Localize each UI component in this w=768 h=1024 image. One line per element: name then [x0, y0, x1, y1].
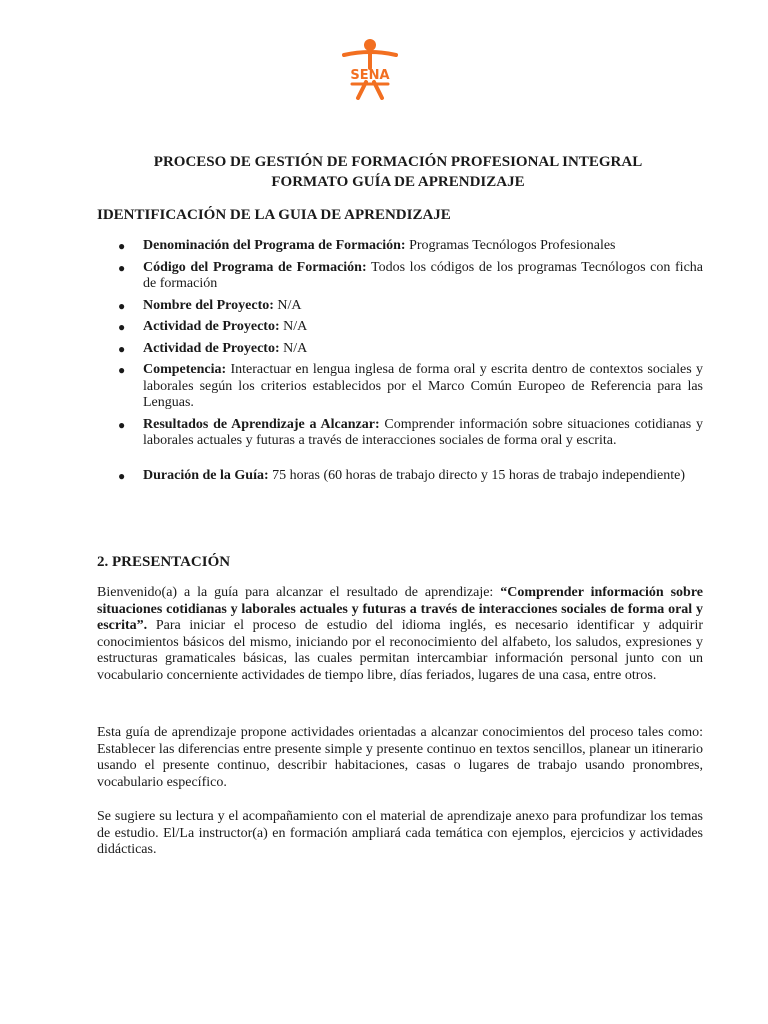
title-line-1: PROCESO DE GESTIÓN DE FORMACIÓN PROFESIONAL INTEGRAL — [153, 154, 643, 170]
item-label: Actividad de Proyecto: — [143, 319, 280, 334]
item-label: Competencia: — [143, 362, 227, 377]
bullet-icon: ● — [118, 298, 126, 313]
item-label: Denominación del Programa de Formación: — [143, 238, 406, 253]
presentation-paragraph-2: Esta guía de aprendizaje propone actividades orientadas a alcanzar conocimientos del proceso tales como: Establecer las diferencias entre presente simple y presente continuo en textos sencillos, planear un itinerario usando el presente continuo, describir habitaciones, casas o lugares de trabajo usando pronombres, vocabulario específico. — [97, 725, 703, 790]
list-item — [97, 341, 703, 358]
item-value: N/A — [273, 297, 302, 313]
item-value: Todos los códigos de los programas Tecnólogos con ficha de formación — [143, 259, 703, 291]
item-value: 75 horas (60 horas de trabajo directo y 15 horas de trabajo independiente) — [268, 467, 685, 483]
sena-logo — [338, 38, 402, 100]
list-item — [97, 238, 703, 255]
item-value: N/A — [279, 319, 308, 334]
item-label: Resultados de Aprendizaje a Alcanzar: — [143, 416, 380, 432]
bullet-icon: ● — [118, 468, 126, 483]
paragraph-bold-quote: “Comprender información sobre situaciones cotidianas y laborales actuales y futuras a través de interacciones sociales de forma oral y escrita”. — [97, 585, 704, 633]
identification-heading: IDENTIFICACIÓN DE LA GUIA DE APRENDIZAJE — [97, 207, 451, 223]
bullet-icon: ● — [118, 239, 126, 253]
item-label: Actividad de Proyecto: — [143, 340, 280, 356]
bullet-icon: ● — [118, 363, 126, 377]
bullet-icon: ● — [118, 260, 126, 275]
identification-list — [97, 238, 703, 489]
list-item — [97, 417, 703, 450]
bullet-icon: ● — [118, 417, 126, 432]
item-value: Programas Tecnólogos Profesionales — [405, 238, 616, 253]
title-line-2: FORMATO GUÍA DE APRENDIZAJE — [271, 174, 525, 190]
item-value: Interactuar en lengua inglesa de forma oral y escrita dentro de contextos sociales y laborales según los criterios establecidos por el Marco Común Europeo de Referencia para las Lenguas. — [143, 362, 703, 410]
list-item — [97, 362, 703, 412]
item-value: N/A — [279, 340, 308, 356]
list-item — [97, 260, 703, 293]
presentation-paragraph-3: Se sugiere su lectura y el acompañamiento con el material de aprendizaje anexo para profundizar los temas de estudio. El/La instructor(a) en formación ampliará cada temática con ejemplos, ejercicios y actividades didácticas. — [97, 809, 703, 857]
logo-text: SENA — [350, 68, 390, 83]
paragraph-intro: Bienvenido(a) a la guía para alcanzar el resultado de aprendizaje: — [97, 585, 501, 600]
bullet-icon: ● — [118, 320, 126, 334]
item-label: Código del Programa de Formación: — [143, 259, 367, 275]
item-label: Duración de la Guía: — [143, 467, 269, 483]
item-value: Comprender información sobre situaciones cotidianas y laborales actuales y futuras a través de interacciones sociales de forma oral y escrita. — [143, 416, 703, 448]
list-item — [97, 319, 703, 336]
item-label: Nombre del Proyecto: — [143, 297, 274, 313]
presentation-paragraph-1 — [97, 585, 703, 684]
list-item — [97, 298, 703, 315]
presentation-heading: 2. PRESENTACIÓN — [97, 554, 231, 570]
list-item — [97, 468, 703, 485]
document-title — [0, 152, 768, 192]
bullet-icon: ● — [118, 341, 126, 356]
paragraph-rest: Para iniciar el proceso de estudio del idioma inglés, es necesario identificar y adquirir conocimientos básicos del mismo, iniciando por el reconocimiento del alfabeto, los saludos, expresiones y estructuras gramaticales básicas, las cuales permitan intercambiar información personal junto con un vocabulario concerniente actividades de tiempo libre, días feriados, lugares de una casa, entre otros. — [97, 618, 703, 683]
